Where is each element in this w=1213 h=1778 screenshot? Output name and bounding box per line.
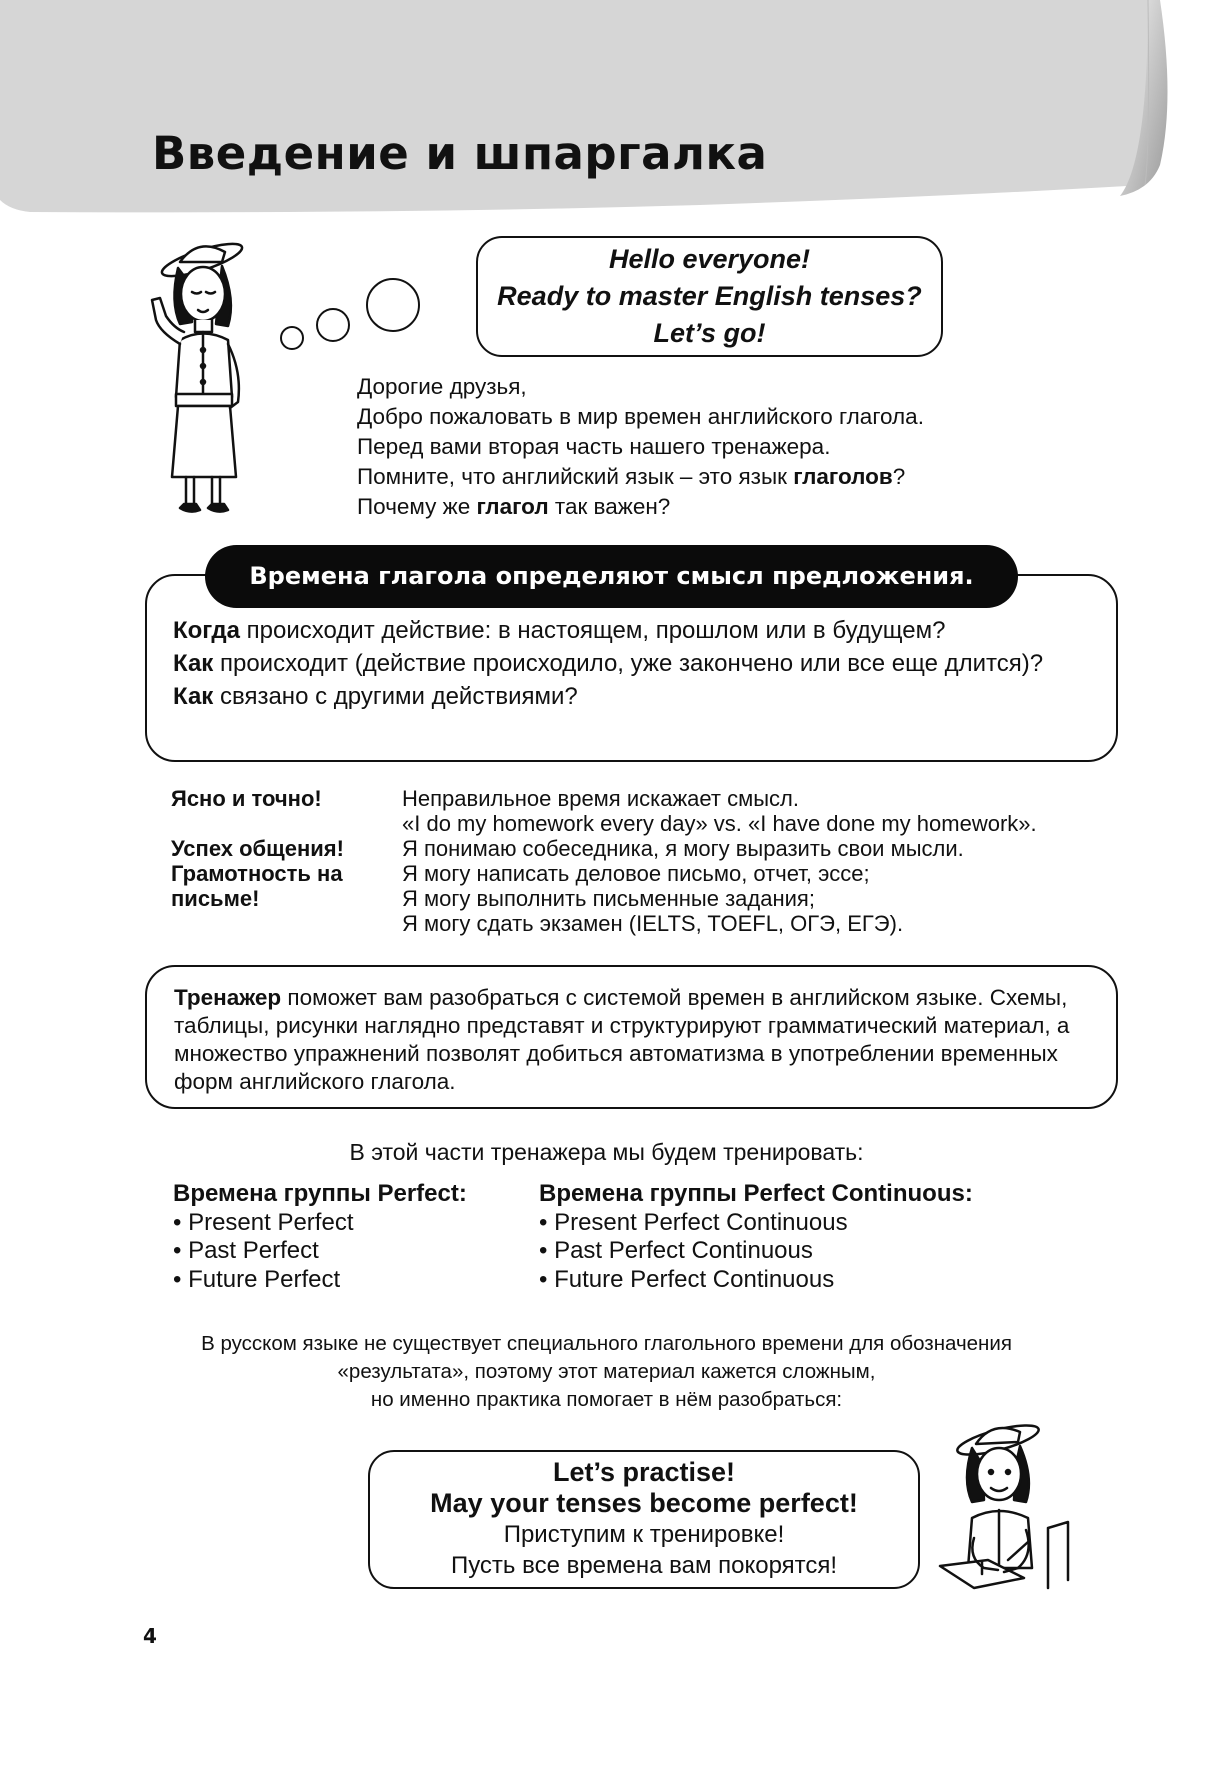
practice-speech-bubble xyxy=(368,1450,920,1589)
thought-circle-medium xyxy=(316,308,350,342)
russian-note xyxy=(0,1330,1213,1414)
question-relation: Как связано с другими действиями? xyxy=(173,683,578,710)
list-item: • Future Perfect Continuous xyxy=(539,1265,835,1293)
perfect-heading: Времена группы Perfect: xyxy=(173,1180,467,1207)
practice-line-2: May your tenses become perfect! xyxy=(430,1488,858,1518)
training-lead: В этой части тренажера мы будем тренировать: xyxy=(349,1139,864,1165)
benefit-line: Неправильное время искажает смысл. xyxy=(402,786,799,811)
benefit-line: Я могу написать деловое письмо, отчет, эссе; xyxy=(402,861,870,886)
question-when: Когда происходит действие: в настоящем, прошлом или в будущем? xyxy=(173,617,946,644)
tense-questions xyxy=(173,614,1098,713)
greeting-line-3: Let’s go! xyxy=(653,318,766,348)
greeting-speech-bubble xyxy=(476,236,943,357)
benefit-descriptions xyxy=(402,786,1037,936)
intro-line: Помните, что английский язык – это язык глаголов? xyxy=(357,464,906,489)
benefit-line: Я могу выполнить письменные задания; xyxy=(402,886,815,911)
page-title: Введение и шпаргалка xyxy=(152,127,768,180)
perfect-tenses-list xyxy=(173,1180,467,1294)
note-line: В русском языке не существует специального глагольного времени для обозначения xyxy=(201,1332,1012,1355)
label-literacy: Грамотность на xyxy=(171,861,343,886)
list-item: • Past Perfect Continuous xyxy=(539,1237,813,1264)
benefit-line: Я понимаю собеседника, я могу выразить свои мысли. xyxy=(402,836,964,861)
benefit-line: Я могу сдать экзамен (IELTS, TOEFL, ОГЭ, ЕГЭ). xyxy=(402,911,904,936)
trainer-word: Тренажер xyxy=(174,985,282,1010)
intro-line: Добро пожаловать в мир времен английского глагола. xyxy=(357,404,924,429)
greeting-line-1: Hello everyone! xyxy=(608,244,811,274)
question-how: Как происходит (действие происходило, уже закончено или все еще длится)? xyxy=(173,650,1044,677)
list-item: • Present Perfect xyxy=(173,1208,354,1236)
intro-line: Перед вами вторая часть нашего тренажера. xyxy=(357,434,831,459)
practice-line-4: Пусть все времена вам покорятся! xyxy=(450,1552,838,1579)
label-clear: Ясно и точно! xyxy=(171,786,322,811)
thought-circle-large xyxy=(366,278,420,332)
perfect-continuous-heading: Времена группы Perfect Continuous: xyxy=(539,1180,973,1207)
girl-thinking-illustration xyxy=(140,232,270,524)
trainer-description-box xyxy=(145,965,1118,1109)
list-item: • Future Perfect xyxy=(173,1265,341,1293)
perfect-continuous-tenses-list xyxy=(539,1180,973,1294)
thought-circle-small xyxy=(280,326,304,350)
list-item: • Past Perfect xyxy=(173,1237,319,1264)
trainer-description: поможет вам разобраться с системой времен в английском языке. Схемы, таблицы, рисунки наглядно представят и структурируют грамматический материал, а множество упражнений позволят добиться автоматизма в употреблении временных форм английского глагола. xyxy=(174,985,1070,1094)
label-communication: Успех общения! xyxy=(171,836,344,861)
intro-text xyxy=(357,372,924,522)
tense-meaning-heading: Времена глагола определяют смысл предложения. xyxy=(205,545,1018,608)
list-item: • Present Perfect Continuous xyxy=(539,1208,848,1236)
header-banner xyxy=(0,0,1213,235)
benefit-line: «I do my homework every day» vs. «I have done my homework». xyxy=(402,811,1037,836)
label-literacy-2: письме! xyxy=(171,886,260,911)
page-number: 4 xyxy=(143,1624,157,1648)
note-line: «результата», поэтому этот материал кажется сложным, xyxy=(337,1360,876,1383)
practice-line-1: Let’s practise! xyxy=(552,1457,736,1487)
note-line: но именно практика помогает в нём разобраться: xyxy=(370,1388,843,1411)
intro-line: Дорогие друзья, xyxy=(357,374,527,399)
benefit-labels xyxy=(171,786,344,911)
greeting-line-2: Ready to master English tenses? xyxy=(497,281,922,311)
intro-line: Почему же глагол так важен? xyxy=(357,494,671,519)
girl-writing-illustration xyxy=(928,1418,1076,1598)
practice-line-3: Приступим к тренировке! xyxy=(503,1521,785,1548)
